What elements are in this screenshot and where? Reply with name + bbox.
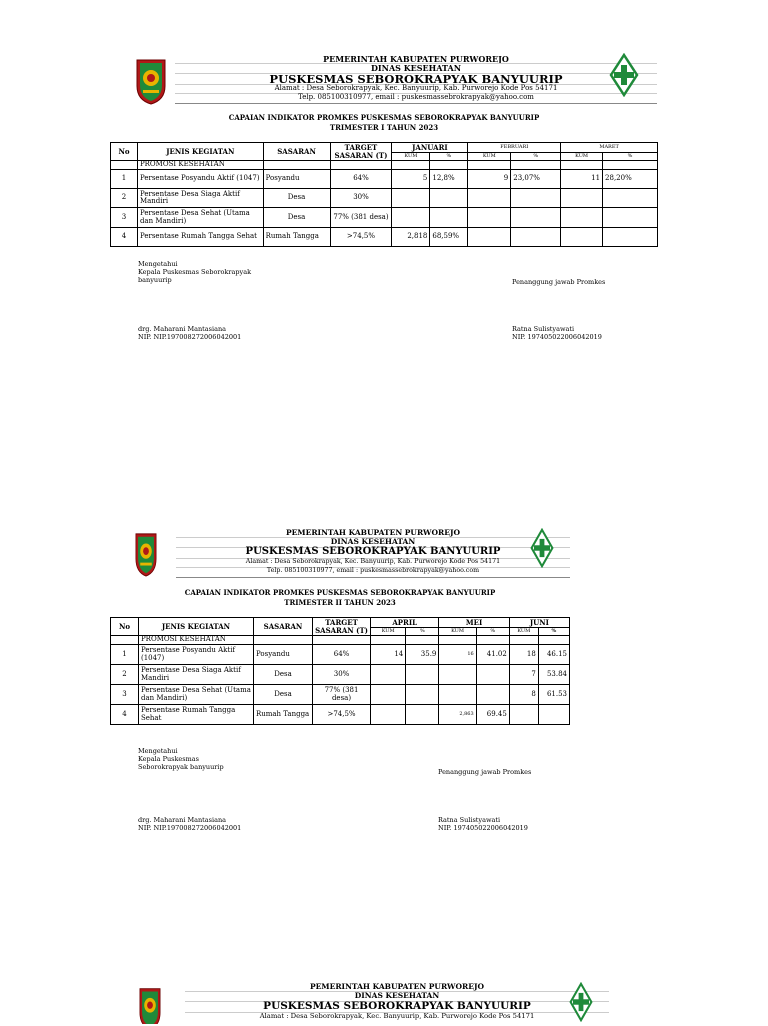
sub-pct: %	[430, 153, 468, 161]
sub-kum: KUM	[392, 153, 430, 161]
report-period: TRIMESTER II TAHUN 2023	[284, 598, 396, 607]
report-title: CAPAIAN INDIKATOR PROMKES PUSKESMAS SEBOROKRAPYAK BANYUURIP	[184, 588, 496, 597]
col-jenis: JENIS KEGIATAN	[137, 143, 263, 161]
report-period: TRIMESTER I TAHUN 2023	[329, 123, 439, 132]
dept-name: DINAS KESEHATAN	[370, 63, 462, 73]
table-row: 2 Persentase Desa Siaga Aktif Mandiri Desa 30% 7 53.84	[111, 665, 570, 685]
kabupaten-emblem-icon	[137, 985, 163, 1024]
letterhead: PEMERINTAH KABUPATEN PURWOREJO DINAS KESEHATAN PUSKESMAS SEBOROKRAPYAK BANYUURIP Alamat : Desa Seborokrapyak, Kec. Banyuurip, Kab. Purworejo Kode Pos 54171	[185, 980, 609, 1024]
col-sasaran: SASARAN	[263, 143, 330, 161]
sub-kum: KUM	[468, 153, 511, 161]
indicator-table: No JENIS KEGIATAN SASARAN TARGET SASARAN (T) APRIL MEI JUNI KUM % KUM % KUM % PROMOSI KESEHATAN 1 Persentase Posyandu Aktif (1047) Posyandu 64% 14 35.9 16 41.02 18 46.15 2 Persentase Desa Siaga Aktif Mandiri Desa 30% 7 53.84 3 Persentase Desa Sehat (Utama dan Mandiri) Desa 77% (381 desa) 8 61.53 4 Persentase Rumah Tangga Sehat Rumah Tangga >74,5% 2,863 69.45	[110, 617, 570, 725]
table-row: 2 Persentase Desa Siaga Aktif Mandiri Desa 30%	[111, 189, 658, 208]
table-row: 1 Persentase Posyandu Aktif (1047) Posyandu 64% 5 12,8% 9 23,07% 11 28,20%	[111, 170, 658, 189]
sub-kum: KUM	[561, 153, 603, 161]
table-row: 3 Persentase Desa Sehat (Utama dan Mandiri) Desa 77% (381 desa)	[111, 208, 658, 228]
table-row: 1 Persentase Posyandu Aktif (1047) Posyandu 64% 14 35.9 16 41.02 18 46.15	[111, 645, 570, 665]
table-row: 4 Persentase Rumah Tangga Sehat Rumah Tangga >74,5% 2,818 68,59%	[111, 228, 658, 247]
contact: Telp. 085100310977, email : puskesmassebrokrapyak@yahoo.com	[298, 93, 534, 101]
sub-pct: %	[603, 153, 658, 161]
col-month-3: MARET	[561, 143, 658, 153]
col-month-2: FEBRUARI	[468, 143, 561, 153]
report-title: CAPAIAN INDIKATOR PROMKES PUSKESMAS SEBOROKRAPYAK BANYUURIP	[228, 113, 540, 122]
col-target: TARGET SASARAN (T)	[330, 143, 392, 161]
group-label: PROMOSI KESEHATAN	[138, 636, 253, 645]
letterhead: PEMERINTAH KABUPATEN PURWOREJO DINAS KESEHATAN PUSKESMAS SEBOROKRAPYAK BANYUURIP Alamat : Desa Seborokrapyak, Kec. Banyuurip, Kab. Purworejo Kode Pos 54171 Telp. 085100310977, email : puskesmassebrokrapyak@yahoo.com	[176, 527, 570, 578]
table-row: 3 Persentase Desa Sehat (Utama dan Mandiri) Desa 77% (381 desa) 8 61.53	[111, 685, 570, 705]
address: Alamat : Desa Seborokrapyak, Kec. Banyuurip, Kab. Purworejo Kode Pos 54171	[274, 84, 558, 92]
left-signer: drg. Maharani Mantasiana NIP. NIP.197008272006042001	[138, 816, 242, 833]
left-signer: drg. Maharani Mantasiana NIP. NIP.197008272006042001	[138, 325, 242, 342]
right-signature-title: Penanggung jawab Promkes	[438, 768, 532, 776]
gov-name: PEMERINTAH KABUPATEN PURWOREJO	[323, 54, 509, 64]
right-signature-title: Penanggung jawab Promkes	[512, 278, 606, 286]
right-signer: Ratna Sulistyawati NIP. 197405022006042019	[438, 816, 528, 833]
table-row: 4 Persentase Rumah Tangga Sehat Rumah Tangga >74,5% 2,863 69.45	[111, 705, 570, 725]
group-label: PROMOSI KESEHATAN	[137, 161, 263, 170]
col-month-1: JANUARI	[392, 143, 468, 153]
sub-pct: %	[511, 153, 561, 161]
health-cross-icon	[569, 982, 593, 1022]
puskesmas-name: PUSKESMAS SEBOROKRAPYAK BANYUURIP	[269, 72, 563, 86]
col-no: No	[111, 143, 138, 161]
left-signature: Mengetahui Kepala Puskesmas Seborokrapyak banyuurip	[138, 260, 252, 285]
left-signature: Mengetahui Kepala Puskesmas Seborokrapyak banyuurip	[138, 747, 224, 772]
right-signer: Ratna Sulistyawati NIP. 197405022006042019	[512, 325, 602, 342]
